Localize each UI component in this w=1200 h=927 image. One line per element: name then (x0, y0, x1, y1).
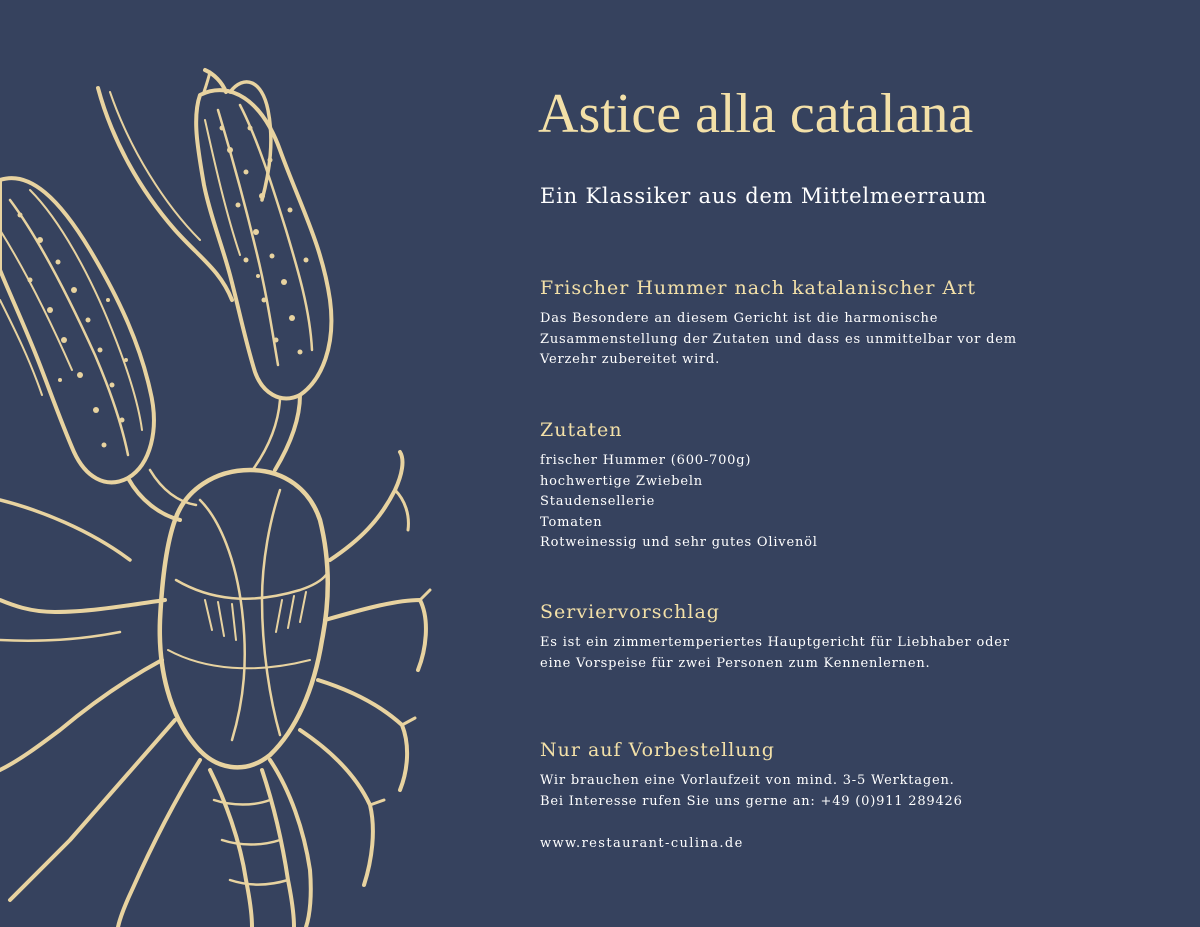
section-heading: Zutaten (540, 419, 623, 441)
section-description (540, 277, 1100, 371)
ingredient-list (540, 451, 1100, 554)
section-serving (540, 601, 1100, 674)
text-line: Es ist ein zimmertemperiertes Hauptgericht für Liebhaber oder (540, 635, 1010, 650)
list-item: hochwertige Zwiebeln (540, 473, 703, 489)
text-line: Wir brauchen eine Vorlaufzeit von mind. 3-5 Werktagen. (540, 773, 955, 788)
section-preorder (540, 739, 1100, 812)
text-line: eine Vorspeise für zwei Personen zum Kennenlernen. (540, 655, 931, 671)
text-line: Verzehr zubereitet wird. (540, 352, 721, 367)
section-heading: Serviervorschlag (540, 601, 720, 623)
section-heading: Nur auf Vorbestellung (540, 739, 775, 761)
list-item: Tomaten (540, 514, 603, 530)
list-item: frischer Hummer (600-700g) (540, 453, 752, 468)
page-subtitle: Ein Klassiker aus dem Mittelmeerraum (540, 184, 988, 208)
list-item: Staudensellerie (540, 494, 656, 509)
section-text (540, 633, 1100, 674)
lobster-engraving-icon (0, 0, 470, 927)
page-title: Astice alla catalana (538, 83, 974, 145)
section-heading: Frischer Hummer nach katalanischer Art (540, 277, 976, 299)
section-ingredients (540, 419, 1100, 554)
section-text (540, 771, 1100, 812)
section-text (540, 309, 1100, 371)
text-line: Zusammenstellung der Zutaten und dass es unmittelbar vor dem (540, 331, 1017, 347)
website-link[interactable]: www.restaurant-culina.de (540, 836, 744, 851)
text-line: Das Besondere an diesem Gericht ist die harmonische (540, 311, 939, 326)
list-item: Rotweinessig und sehr gutes Olivenöl (540, 535, 818, 550)
text-line: Bei Interesse rufen Sie uns gerne an: +49 (0)911 289426 (540, 793, 963, 809)
